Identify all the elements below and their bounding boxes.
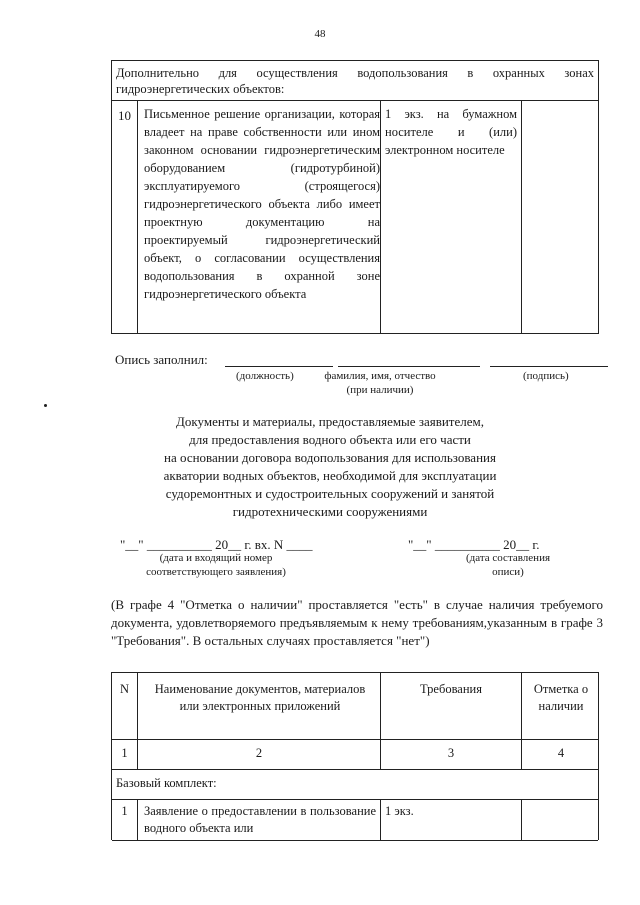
heading-line: Документы и материалы, предоставляемые заявителем,: [176, 414, 484, 429]
heading-line: судоремонтных и судостроительных сооружений и занятой: [165, 486, 495, 501]
heading-line: акватории водных объектов, необходимой для эксплуатации: [163, 468, 497, 483]
row-divider: [112, 739, 598, 740]
instruction-note: (В графе 4 "Отметка о наличии" проставляется "есть" в случае наличия требуемого документа, удовлетворяемого предъявляемым к нему требованиям,указанным в графе 3 "Требования". В остальных случаях проставляется "нет"): [111, 597, 603, 648]
caption-name: фамилия, имя, отчество: [324, 370, 436, 382]
application-date-caption: (дата и входящий номер: [159, 552, 273, 564]
row-number: 10: [118, 108, 131, 123]
column-number: 2: [255, 746, 263, 760]
column-divider: [521, 799, 522, 841]
row-description: Письменное решение организации, которая владеет на праве собственности или ином законном основании гидроэнергетическим оборудованием (гидротурбиной) эксплуатируемого (строящегося) гидроэнергетического объекта либо имеет проектную документацию на проектируемый гидроэнергетический объект, о согласовании осуществления водопользования в охранной зоне гидроэнергетического объекта: [144, 107, 380, 301]
column-divider: [137, 101, 138, 333]
additional-documents-table: [111, 60, 599, 334]
signature-line: [490, 366, 608, 367]
caption-name-note: (при наличии): [346, 384, 414, 396]
application-date-field: "__" __________ 20__ г. вх. N ____: [120, 537, 313, 552]
column-header: Наименование документов, материалов или электронных приложений: [154, 682, 366, 713]
inventory-date-caption: (дата составления: [465, 552, 551, 564]
column-divider: [380, 673, 381, 739]
table-section-header: Дополнительно для осуществления водопользования в охранных зонах гидроэнергетических объектов:: [112, 61, 598, 101]
inventory-date-field: "__" __________ 20__ г.: [408, 537, 540, 552]
inventory-date-caption: описи): [492, 566, 524, 578]
column-header: Отметка о наличии: [533, 682, 589, 713]
row-divider: [112, 799, 598, 800]
documents-table: [111, 672, 599, 840]
position-line: [225, 366, 333, 367]
caption-position: (должность): [236, 370, 294, 382]
row-requirement: 1 экз. на бумажном носителе и (или) электронном носителе: [385, 107, 517, 157]
signature-label: Опись заполнил:: [115, 352, 208, 367]
column-divider: [137, 673, 138, 739]
section-label: Базовый комплект:: [116, 776, 217, 790]
column-divider: [521, 101, 522, 333]
heading-line: на основании договора водопользования для использования: [164, 450, 496, 465]
page-number: 48: [314, 28, 326, 40]
column-divider: [521, 673, 522, 739]
column-header: N: [119, 682, 130, 696]
application-date-caption: соответствующего заявления): [146, 566, 286, 578]
column-divider: [137, 799, 138, 841]
heading-line: гидротехническими сооружениями: [232, 504, 428, 519]
row-divider: [112, 769, 598, 770]
row-number: 1: [121, 804, 128, 818]
column-number: 1: [121, 746, 128, 760]
row-description: Заявление о предоставлении в пользование водного объекта или: [144, 804, 376, 835]
column-number: 4: [557, 746, 565, 760]
caption-signature: (подпись): [523, 370, 569, 382]
column-divider: [380, 101, 381, 333]
section-heading: [120, 413, 540, 521]
row-requirement: 1 экз.: [385, 804, 414, 818]
column-divider: [380, 799, 381, 841]
column-number: 3: [447, 746, 455, 760]
column-header: Требования: [420, 682, 482, 696]
name-line: [338, 366, 480, 367]
heading-line: для предоставления водного объекта или его части: [189, 432, 471, 447]
row-divider: [112, 840, 598, 841]
scan-mark: [44, 404, 47, 407]
